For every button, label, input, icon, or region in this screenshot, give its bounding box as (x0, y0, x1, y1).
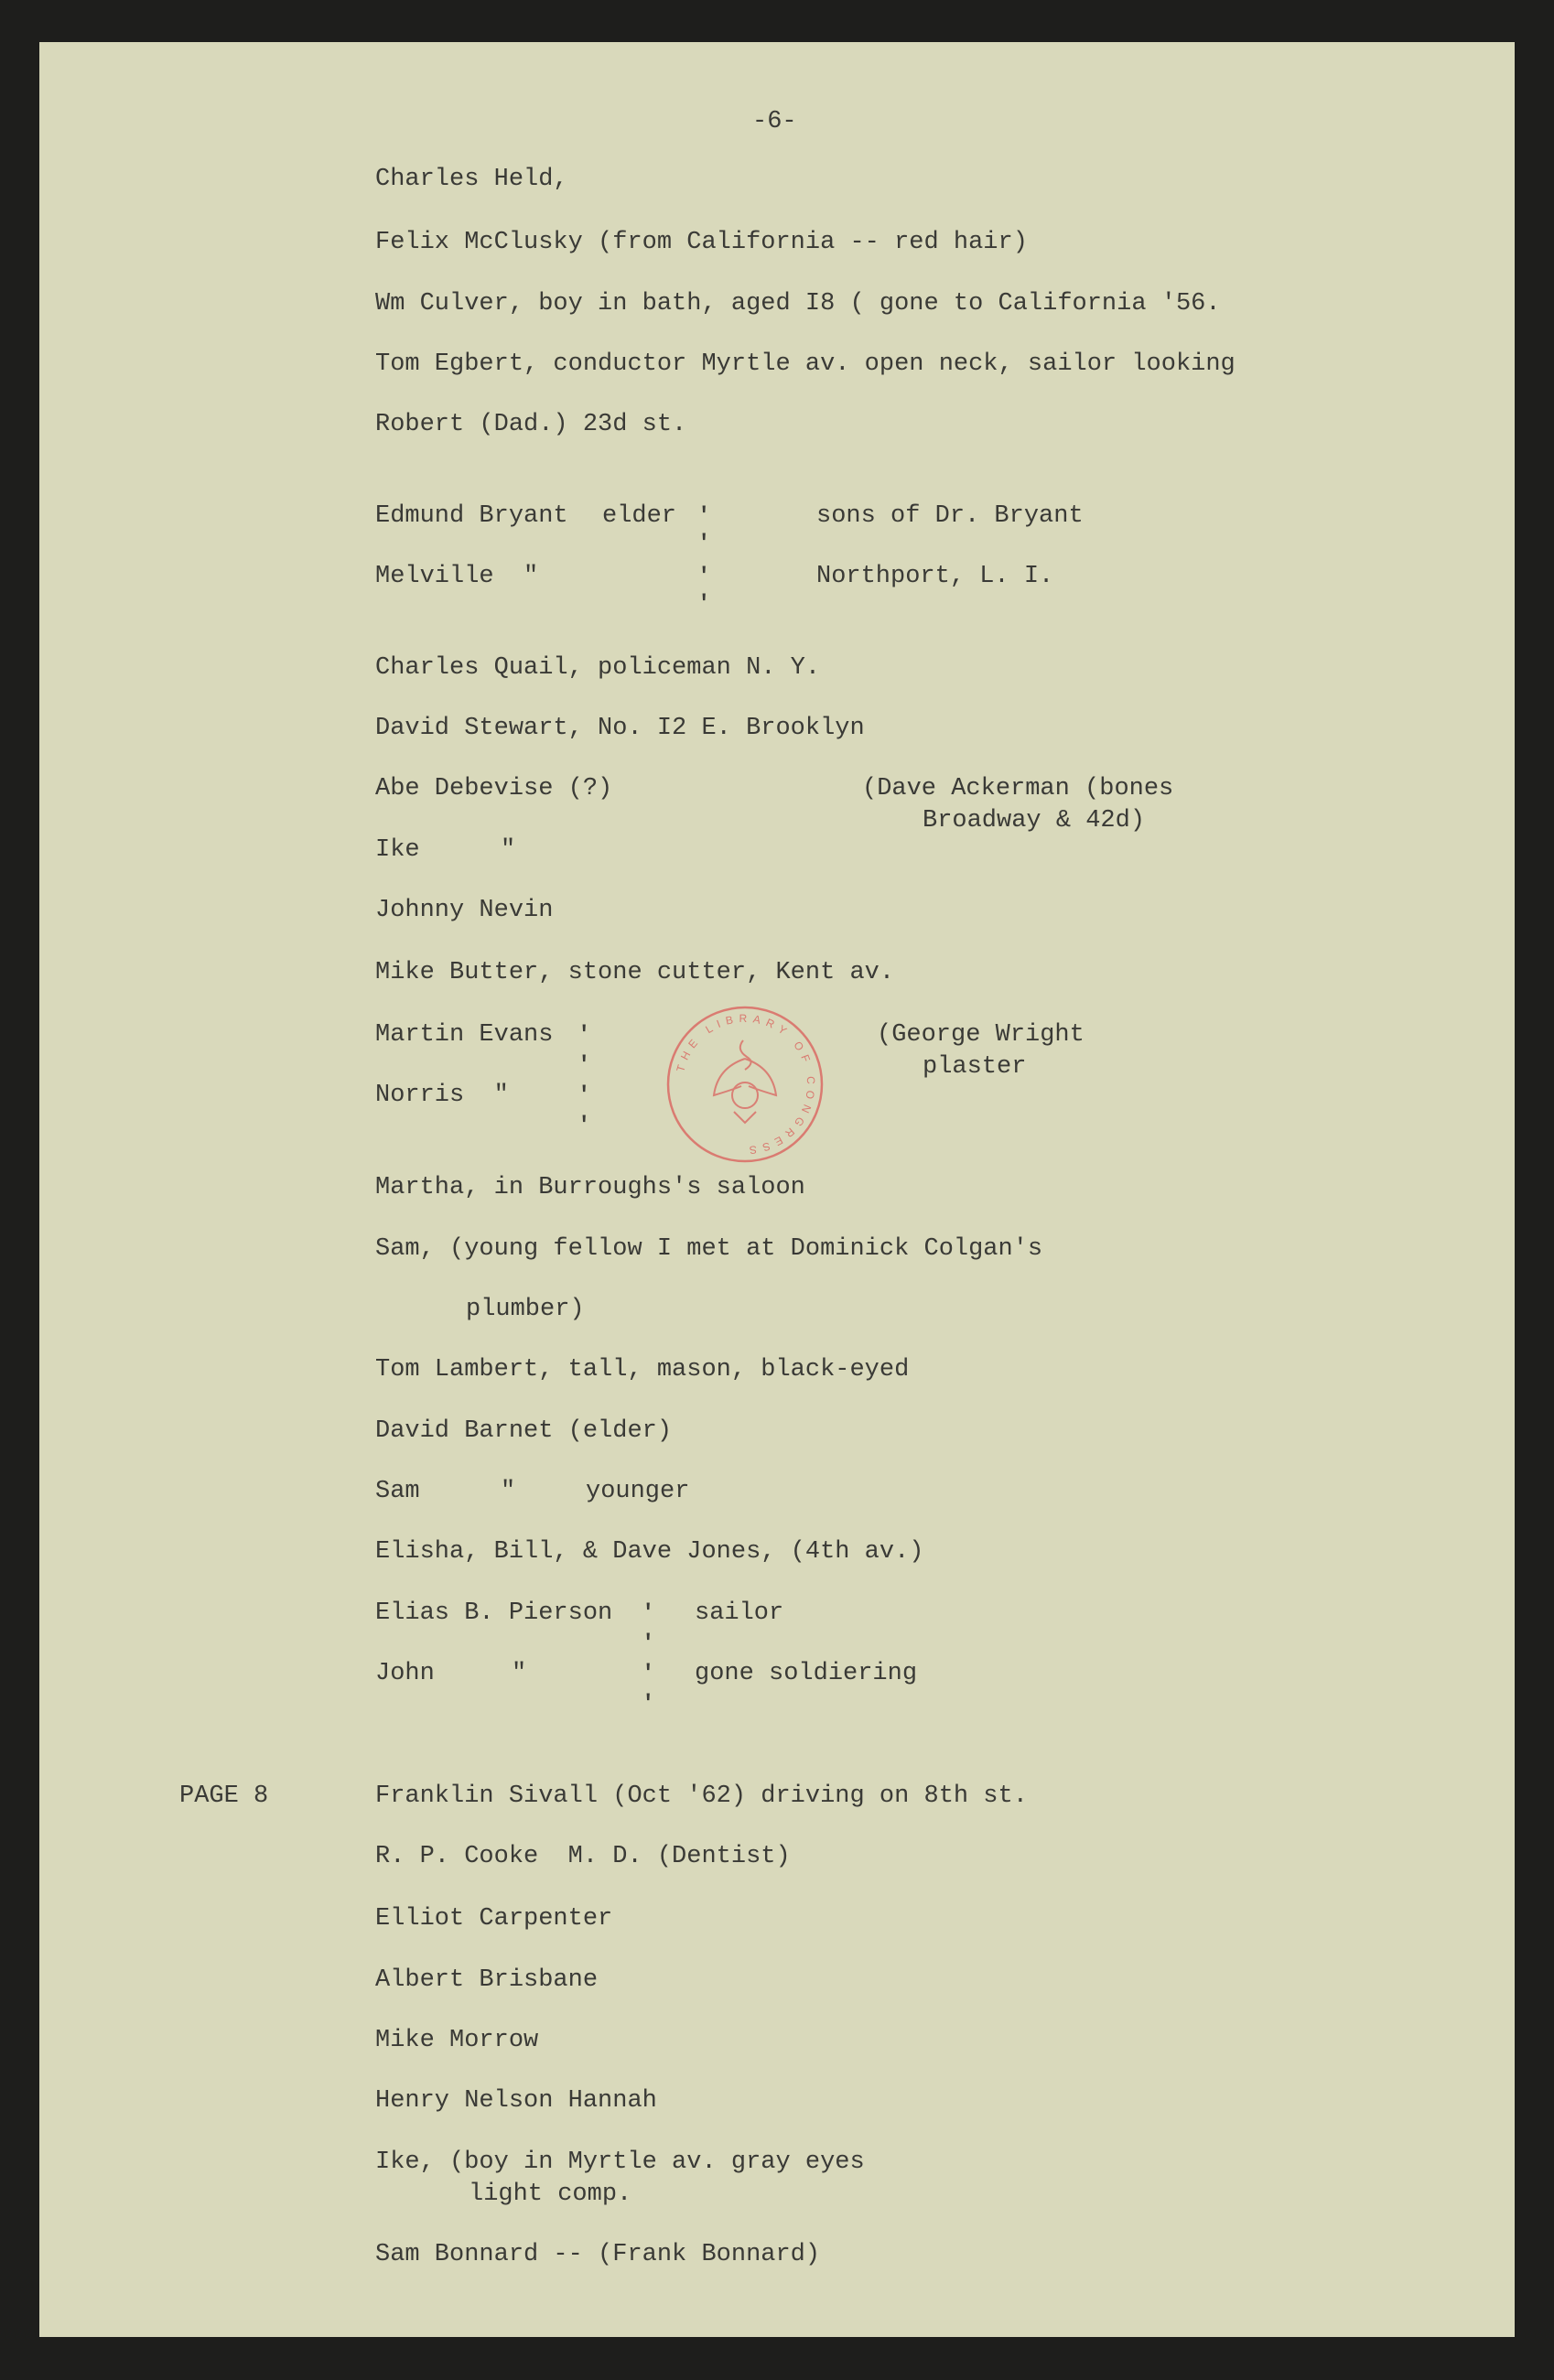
entry-line: Tom Egbert, conductor Myrtle av. open neck, sailor looking (375, 350, 1236, 378)
entry-line: Albert Brisbane (375, 1966, 599, 1994)
side-note: (George Wright (877, 1021, 1085, 1049)
entry-line: Sam Bonnard -- (Frank Bonnard) (375, 2241, 821, 2268)
entry-line: Tom Lambert, tall, mason, black-eyed (375, 1356, 910, 1384)
entry-line: Felix McClusky (from California -- red hair) (375, 229, 1028, 256)
entry-line: Charles Quail, policeman N. Y. (375, 654, 821, 682)
entry-note: sons of Dr. Bryant (816, 502, 1084, 530)
entry-line: Ike, (boy in Myrtle av. gray eyes (375, 2148, 865, 2176)
side-note: (Dave Ackerman (bones (862, 775, 1174, 802)
entry-line: Sam, (young fellow I met at Dominick Colgan's (375, 1235, 1043, 1263)
bracket-tick: ' (697, 504, 711, 529)
entry-line: John (375, 1660, 435, 1687)
entry-line: plumber) (466, 1296, 585, 1323)
entry-line: Elliot Carpenter (375, 1905, 613, 1933)
entry-line: David Barnet (elder) (375, 1417, 673, 1445)
entry-line: Sam (375, 1478, 420, 1505)
entry-note: sailor (695, 1599, 784, 1627)
bracket-tick: ' (577, 1083, 591, 1108)
svg-text:THE LIBRARY OF CONGRESS: THE LIBRARY OF CONGRESS (674, 1011, 818, 1158)
entry-note: Northport, L. I. (816, 563, 1054, 590)
library-of-congress-stamp (664, 1004, 826, 1165)
entry-line: Abe Debevise (?) (375, 775, 613, 802)
bracket-tick: ' (642, 1692, 655, 1717)
bracket-tick: ' (697, 565, 711, 589)
bracket-tick: ' (697, 592, 711, 617)
entry-line: Mike Morrow (375, 2027, 539, 2054)
entry-line: Melville " (375, 563, 539, 590)
entry-line: Henry Nelson Hannah (375, 2087, 657, 2115)
ditto-mark: " (501, 1478, 516, 1505)
entry-line: Martin Evans (375, 1021, 554, 1049)
entry-line: Wm Culver, boy in bath, aged I8 ( gone to California '56. (375, 290, 1221, 318)
entry-line: light comp. (469, 2181, 632, 2208)
ditto-mark: " (501, 836, 516, 864)
entry-line: Robert (Dad.) 23d st. (375, 411, 687, 438)
entry-note: elder (602, 502, 677, 530)
entry-line: Mike Butter, stone cutter, Kent av. (375, 959, 895, 986)
entry-line: Martha, in Burroughs's saloon (375, 1174, 805, 1201)
bracket-tick: ' (642, 1632, 655, 1656)
bracket-tick: ' (697, 532, 711, 556)
entry-line: R. P. Cooke M. D. (Dentist) (375, 1843, 791, 1870)
entry-line: Edmund Bryant (375, 502, 568, 530)
entry-note: gone soldiering (695, 1660, 918, 1687)
entry-line: David Stewart, No. I2 E. Brooklyn (375, 715, 865, 742)
entry-line: Ike (375, 836, 420, 864)
entry-line: Elisha, Bill, & Dave Jones, (4th av.) (375, 1538, 924, 1566)
side-note: plaster (923, 1053, 1027, 1081)
entry-line: Johnny Nevin (375, 897, 554, 924)
bracket-tick: ' (642, 1662, 655, 1686)
ditto-mark: " (512, 1660, 527, 1687)
side-note: Broadway & 42d) (923, 807, 1146, 835)
entry-line: Norris " (375, 1082, 509, 1109)
bracket-tick: ' (577, 1023, 591, 1048)
entry-note: younger (586, 1478, 690, 1505)
entry-line: Franklin Sivall (Oct '62) driving on 8th st. (375, 1782, 1028, 1810)
page-number: -6- (752, 108, 797, 135)
entry-line: Charles Held, (375, 166, 568, 193)
bracket-tick: ' (577, 1114, 591, 1138)
page-reference-label: PAGE 8 (179, 1782, 269, 1810)
bracket-tick: ' (642, 1601, 655, 1626)
bracket-tick: ' (577, 1053, 591, 1078)
entry-line: Elias B. Pierson (375, 1599, 613, 1627)
